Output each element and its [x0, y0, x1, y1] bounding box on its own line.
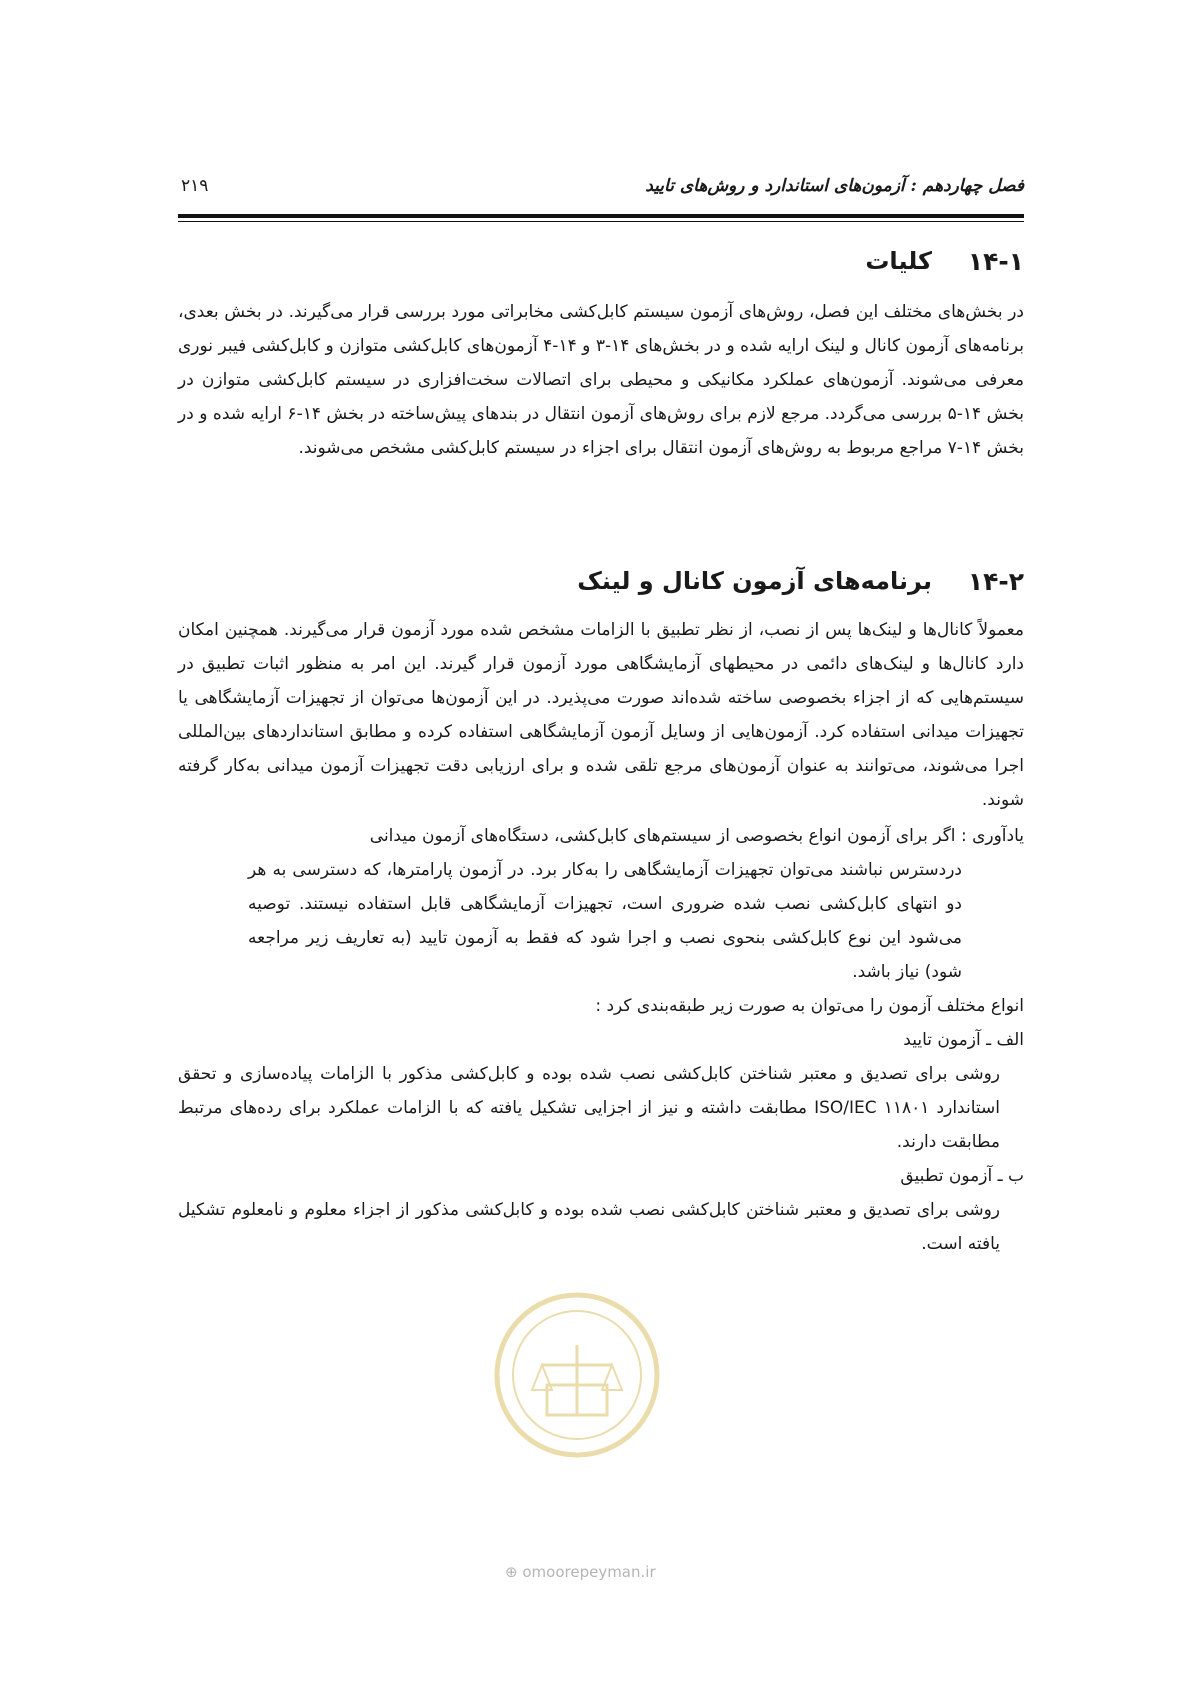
- section-2-heading: [178, 567, 1024, 607]
- section-2: [178, 567, 1024, 1261]
- watermark-seal-icon: [492, 1290, 662, 1460]
- section-1: [178, 247, 1024, 465]
- note-label: یادآوری :: [960, 826, 1024, 846]
- watermark-globe-icon: ⊕: [505, 1563, 518, 1581]
- type-a-text: روشی برای تصدیق و معتبر شناختن کابل‌کشی نصب شده بوده و کابل‌کشی مذکور با الزامات پیاده‌سازی و تحقق استاندارد ISO/IEC ۱۱۸۰۱ مطابقت داشته و نیز از اجزایی تشکیل یافته که با الزامات عملکرد برای رده‌های مرتبط مطابقت دارند.: [178, 1064, 1000, 1152]
- header-rule-thin: [178, 221, 1024, 222]
- note-first-line: [178, 819, 1024, 853]
- note-lead: اگر برای آزمون انواع بخصوصی از سیستم‌های کابل‌کشی، دستگاه‌های آزمون میدانی: [369, 826, 956, 846]
- watermark-url-text: omoorepeyman.ir: [522, 1563, 656, 1581]
- section-2-paragraph: معمولاً کانال‌ها و لینک‌ها پس از نصب، از نظر تطبیق با الزامات مشخص شده مورد آزمون قرار می‌گیرند. همچنین امکان دارد کانال‌ها و لینک‌های دائمی در محیطهای آزمایشگاهی مورد آزمون قرار گیرند. این امر به منظور اثبات تطبیق در سیستم‌هایی که از اجزاء بخصوصی ساخته شده‌اند صورت می‌پذیرد. در این آزمون‌ها می‌توان از تجهیزات آزمایشگاهی یا تجهیزات میدانی استفاده کرد. آزمون‌هایی از وسایل آزمون آزمایشگاهی استفاده کرده و مطابق استانداردهای بین‌المللی اجرا می‌شوند، می‌توانند به عنوان آزمون‌های مرجع تلقی شده و برای ارزیابی دقت تجهیزات آزمون میدانی به‌کار گرفته شوند.: [178, 620, 1024, 810]
- section-1-number: ۱۴-۱: [967, 247, 1024, 276]
- section-1-title: کلیات: [865, 247, 932, 275]
- page-header: [178, 176, 1024, 206]
- section-2-title: برنامه‌های آزمون کانال و لینک: [577, 567, 932, 595]
- section-1-paragraph: در بخش‌های مختلف این فصل، روش‌های آزمون سیستم کابل‌کشی مخابراتی مورد بررسی قرار می‌گیرند. در بخش بعدی، برنامه‌های آزمون کانال و لینک ارایه شده و در بخش‌های ۱۴-۳ و ۱۴-۴ آزمون‌های کابل‌کشی متوازن و کابل‌کشی فیبر نوری معرفی می‌شوند. آزمون‌های عملکرد مکانیکی و محیطی برای اتصالات سخت‌افزاری در سیستم کابل‌کشی متوازن در بخش ۱۴-۵ بررسی می‌گردد. مرجع لازم برای روش‌های آزمون انتقال در بندهای پیش‌ساخته در بخش ۱۴-۶ ارایه شده و در بخش ۱۴-۷ مراجع مربوط به روش‌های آزمون انتقال برای اجزاء در سیستم کابل‌کشی مشخص می‌شوند.: [178, 302, 1024, 458]
- note-body: دردسترس نباشند می‌توان تجهیزات آزمایشگاهی را به‌کار برد. در آزمون پارامترها، که دسترسی به هر دو انتهای کابل‌کشی نصب شده ضروری است، تجهیزات آزمایشگاهی قابل استفاده نیستند. توصیه می‌شود این نوع کابل‌کشی بنحوی نصب و اجرا شود که فقط به آزمون تایید (به تعاریف زیر مراجعه شود) نیاز باشد.: [248, 860, 962, 982]
- watermark-url: [505, 1563, 656, 1581]
- header-rule-thick: [178, 214, 1024, 218]
- type-b-text: روشی برای تصدیق و معتبر شناختن کابل‌کشی نصب شده بوده و کابل‌کشی مذکور از اجزاء معلوم و نامعلوم تشکیل یافته است.: [178, 1200, 1000, 1254]
- page-number: ۲۱۹: [181, 176, 209, 196]
- note-block: [178, 819, 1024, 989]
- types-intro: انواع مختلف آزمون را می‌توان به صورت زیر طبقه‌بندی کرد :: [595, 996, 1024, 1016]
- type-b-label: ب ـ آزمون تطبیق: [900, 1166, 1024, 1186]
- chapter-title: فصل چهاردهم : آزمون‌های استاندارد و روش‌های تایید: [645, 176, 1024, 196]
- section-2-number: ۱۴-۲: [967, 567, 1024, 596]
- type-a-label: الف ـ آزمون تایید: [903, 1030, 1024, 1050]
- section-1-heading: [178, 247, 1024, 287]
